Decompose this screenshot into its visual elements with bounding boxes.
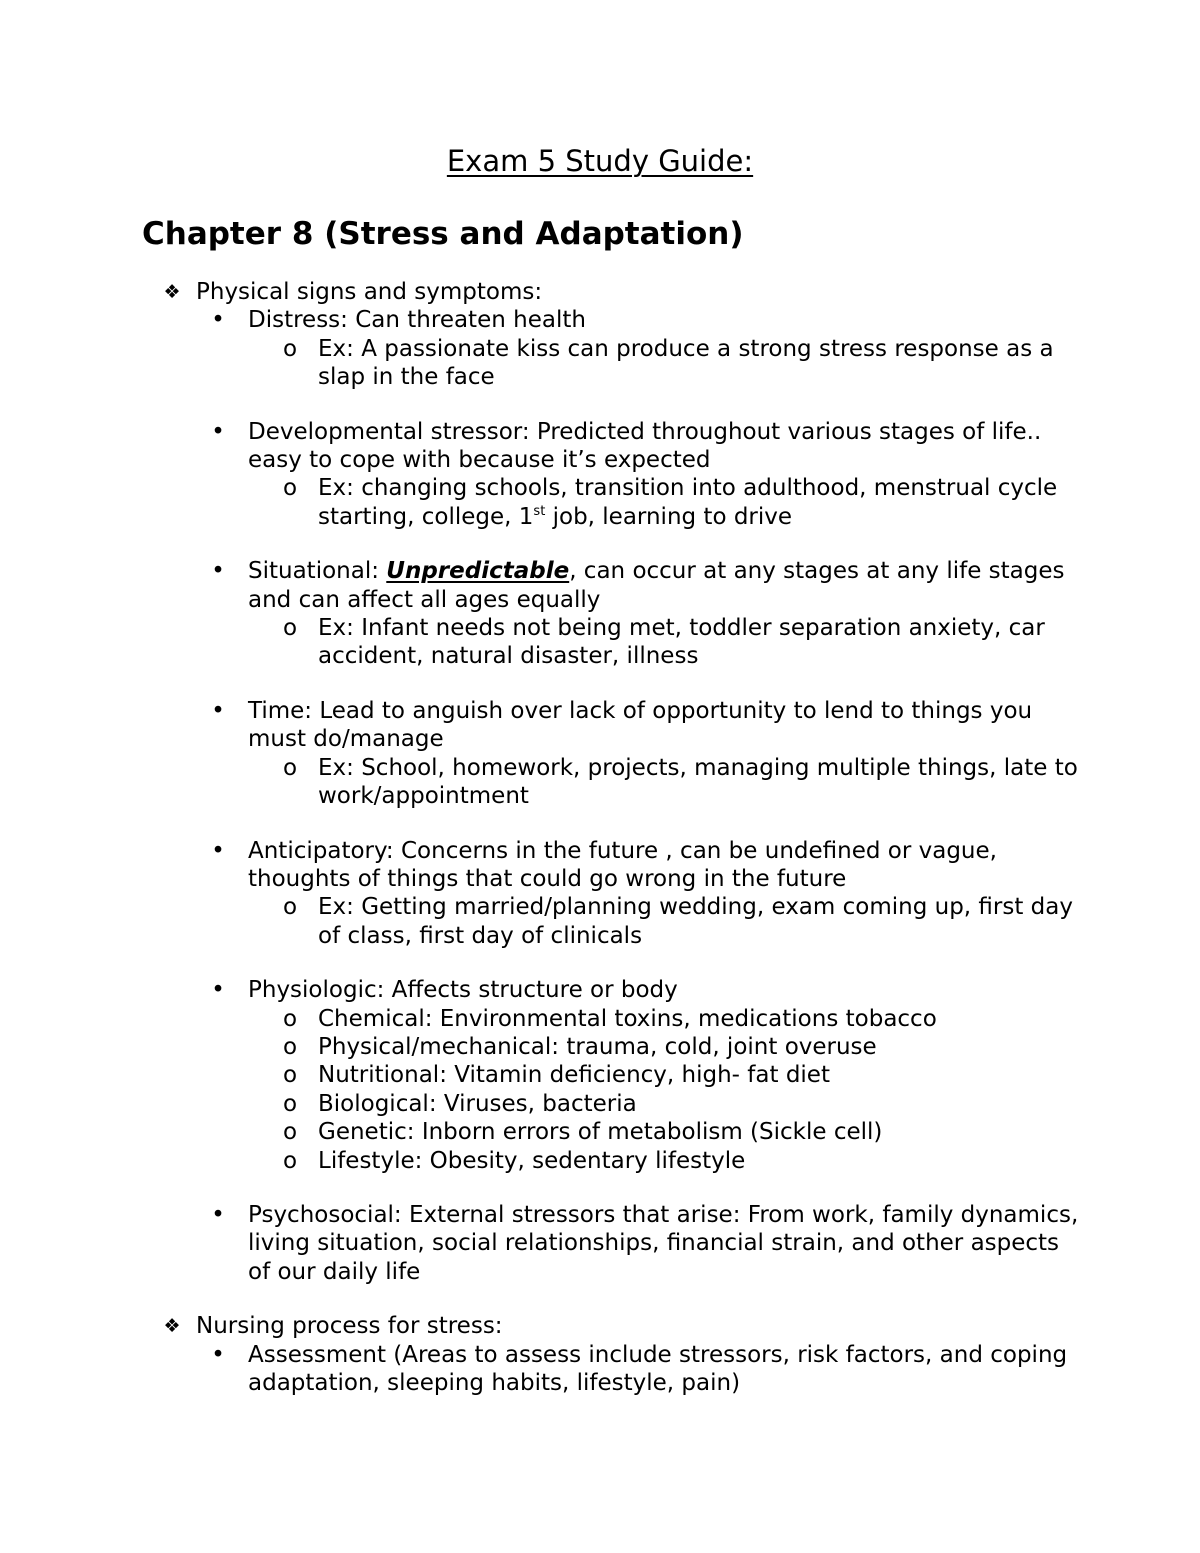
sub-bullet-icon: o	[282, 894, 298, 921]
item-text: Distress: Can threaten health	[248, 307, 586, 334]
bullet-icon: •	[211, 977, 225, 1004]
item-text: Physiologic: Affects structure or body	[248, 977, 678, 1004]
item-text: Situational: Unpredictable, can occur at any stages at any life stages and can affect all ages equally	[248, 558, 1065, 613]
sub-bullet-icon: o	[282, 754, 298, 781]
sub-bullet-icon: o	[282, 1147, 298, 1174]
list-item-assessment	[0, 1341, 1088, 1398]
item-text: Psychosocial: External stressors that arise: From work, family dynamics, living situation, social relationships, financial strain, and other aspects of our daily life	[248, 1201, 1079, 1285]
list-item-psychosocial	[0, 1201, 1088, 1286]
physiologic-item-physical	[0, 1033, 1078, 1061]
physiologic-item-genetic	[0, 1118, 1078, 1146]
physiologic-item-chemical	[0, 1005, 1078, 1033]
emphasis-text: Unpredictable	[386, 558, 570, 585]
sub-bullet-icon: o	[282, 1062, 298, 1089]
example-text: Ex: Infant needs not being met, toddler separation anxiety, car accident, natural disaster, illness	[318, 615, 1045, 670]
sub-bullet-icon: o	[282, 335, 298, 362]
sub-item-text: Biological: Viruses, bacteria	[318, 1090, 637, 1117]
section-label: Nursing process for stress:	[196, 1313, 503, 1340]
example-developmental	[0, 474, 1078, 531]
list-item-anticipatory	[0, 837, 1088, 894]
diamond-bullet-icon: ❖	[163, 281, 181, 303]
example-distress	[0, 335, 1078, 392]
bullet-icon: •	[211, 1201, 225, 1228]
example-text: Ex: Getting married/planning wedding, exam coming up, first day of class, first day of clinicals	[318, 894, 1073, 949]
example-time	[0, 754, 1078, 811]
diamond-bullet-icon: ❖	[163, 1315, 181, 1338]
sub-bullet-icon: o	[282, 1033, 298, 1060]
section-nursing-process	[0, 1312, 1076, 1340]
notes-content	[0, 278, 1200, 1397]
item-text: Assessment (Areas to assess include stressors, risk factors, and coping adaptation, sleeping habits, lifestyle, pain)	[248, 1341, 1068, 1396]
sub-item-text: Nutritional: Vitamin deficiency, high- fat diet	[318, 1062, 830, 1089]
bullet-icon: •	[211, 418, 225, 445]
ordinal-superscript: st	[533, 503, 546, 519]
item-text: Anticipatory: Concerns in the future , can be undefined or vague, thoughts of things that could go wrong in the future	[248, 837, 997, 892]
sub-item-text: Physical/mechanical: trauma, cold, joint overuse	[318, 1033, 877, 1060]
example-anticipatory	[0, 893, 1078, 950]
sub-item-text: Lifestyle: Obesity, sedentary lifestyle	[318, 1147, 746, 1174]
physiologic-item-lifestyle	[0, 1147, 1078, 1175]
bullet-icon: •	[211, 307, 225, 334]
example-text: Ex: School, homework, projects, managing multiple things, late to work/appointment	[318, 754, 1078, 810]
example-situational	[0, 614, 1078, 671]
bullet-icon: •	[211, 697, 225, 724]
sub-bullet-icon: o	[282, 615, 298, 642]
list-item-situational	[0, 557, 1088, 614]
list-item-time	[0, 697, 1088, 754]
bullet-icon: •	[211, 558, 225, 585]
sub-bullet-icon: o	[282, 1005, 298, 1032]
sub-bullet-icon: o	[282, 1119, 298, 1146]
section-physical-signs	[0, 278, 1076, 306]
chapter-heading: Chapter 8 (Stress and Adaptation)	[142, 216, 744, 252]
bullet-icon: •	[211, 1341, 225, 1368]
list-item-developmental	[0, 418, 1088, 475]
physiologic-item-biological	[0, 1090, 1078, 1118]
example-text: Ex: A passionate kiss can produce a strong stress response as a slap in the face	[318, 335, 1054, 391]
physiologic-item-nutritional	[0, 1061, 1078, 1089]
example-text: Ex: changing schools, transition into adulthood, menstrual cycle starting, college, 1st job, learning to drive	[318, 475, 1058, 530]
sub-item-text: Genetic: Inborn errors of metabolism (Sickle cell)	[318, 1119, 883, 1146]
section-label: Physical signs and symptoms:	[196, 279, 543, 305]
sub-bullet-icon: o	[282, 475, 298, 502]
document-title: Exam 5 Study Guide:	[446, 144, 754, 178]
list-item-physiologic	[0, 976, 1088, 1004]
item-text: Developmental stressor: Predicted throughout various stages of life.. easy to cope with because it’s expected	[248, 418, 1042, 474]
list-item-distress	[0, 306, 1088, 334]
bullet-icon: •	[211, 837, 225, 864]
sub-item-text: Chemical: Environmental toxins, medications tobacco	[318, 1005, 937, 1032]
sub-bullet-icon: o	[282, 1090, 298, 1117]
item-text: Time: Lead to anguish over lack of opportunity to lend to things you must do/manage	[248, 697, 1033, 753]
